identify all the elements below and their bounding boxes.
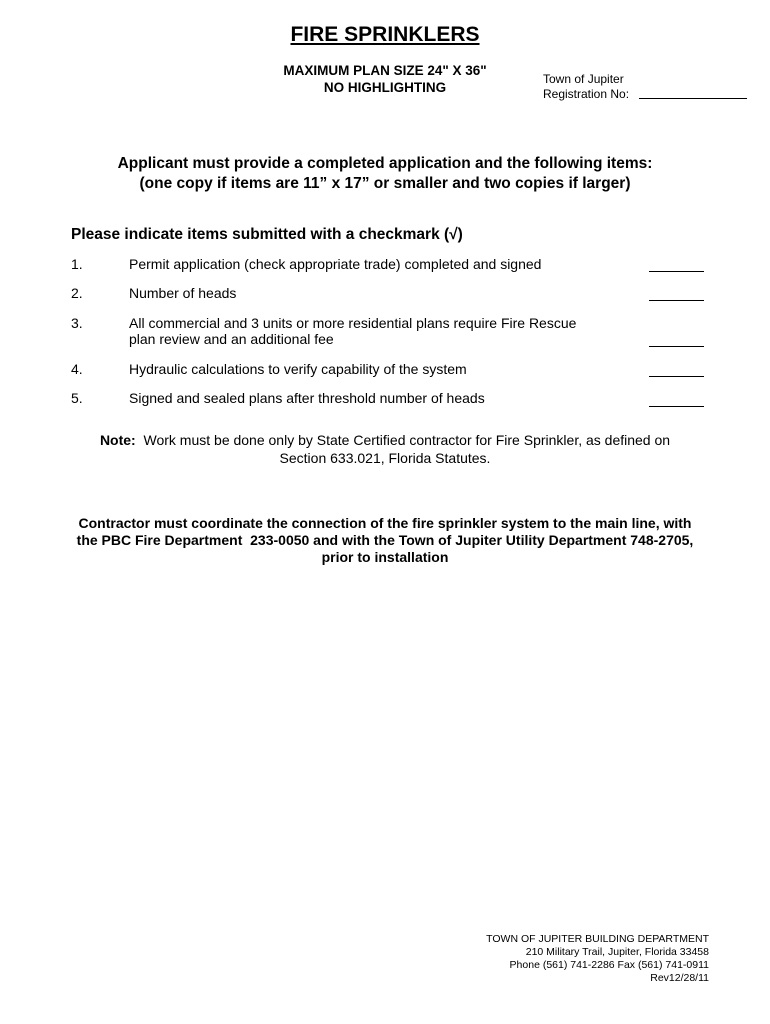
note-text: Work must be done only by State Certified contractor for Fire Sprinkler, as defined on [143, 432, 671, 448]
checkmark-instructions: Please indicate items submitted with a checkmark (√) [71, 226, 463, 243]
item-checkmark-field[interactable] [649, 406, 704, 407]
item-number: 1. [71, 256, 83, 272]
contractor-coordination-notice [0, 515, 770, 566]
note-block [0, 431, 770, 467]
contractor-line-3: prior to installation [321, 549, 449, 565]
registration-block [543, 72, 629, 102]
registration-label: Registration No: [543, 87, 630, 101]
item-text-line-1: Hydraulic calculations to verify capability of the system [129, 361, 467, 377]
item-number: 4. [71, 361, 83, 377]
item-text-line-1: Permit application (check appropriate trade) completed and signed [129, 256, 542, 272]
item-number: 2. [71, 285, 83, 301]
item-text [129, 256, 609, 272]
item-number: 5. [71, 390, 83, 406]
item-text [129, 285, 609, 301]
department-name: TOWN OF JUPITER BUILDING DEPARTMENT [486, 933, 709, 945]
note-line-2: Section 633.021, Florida Statutes. [279, 450, 491, 466]
item-checkmark-field[interactable] [649, 346, 704, 347]
item-text-line-1: Signed and sealed plans after threshold number of heads [129, 390, 485, 406]
contractor-line-2: the PBC Fire Department 233-0050 and with the Town of Jupiter Utility Department 748-2705, [76, 532, 694, 548]
item-text-line-1: Number of heads [129, 285, 237, 301]
contractor-line-1: Contractor must coordinate the connection of the fire sprinkler system to the main line, with [78, 515, 692, 531]
no-highlighting-text: NO HIGHLIGHTING [323, 80, 447, 95]
note-label: Note: [99, 432, 136, 448]
requirements-line-1: Applicant must provide a completed application and the following items: [117, 155, 653, 172]
item-text [129, 390, 609, 406]
note-line-1 [0, 431, 770, 449]
item-text-line-2: plan review and an additional fee [129, 331, 334, 347]
plan-size-text: MAXIMUM PLAN SIZE 24" X 36" [283, 63, 487, 78]
department-phone: Phone (561) 741-2286 Fax (561) 741-0911 [509, 959, 709, 971]
department-footer [486, 933, 709, 985]
town-name: Town of Jupiter [543, 72, 624, 86]
requirements-line-2: (one copy if items are 11” x 17” or smaller and two copies if larger) [139, 175, 631, 192]
item-text [129, 315, 609, 347]
item-checkmark-field[interactable] [649, 376, 704, 377]
department-address: 210 Military Trail, Jupiter, Florida 33458 [525, 946, 709, 958]
registration-number-field[interactable] [639, 98, 747, 99]
revision-date: Rev12/28/11 [650, 972, 709, 984]
requirements-heading [0, 154, 770, 194]
item-checkmark-field[interactable] [649, 271, 704, 272]
item-text [129, 361, 609, 377]
item-text-line-1: All commercial and 3 units or more residential plans require Fire Rescue [129, 315, 577, 331]
item-number: 3. [71, 315, 83, 331]
page-title: FIRE SPRINKLERS [290, 23, 480, 46]
plan-requirements-heading [235, 62, 535, 96]
item-checkmark-field[interactable] [649, 300, 704, 301]
